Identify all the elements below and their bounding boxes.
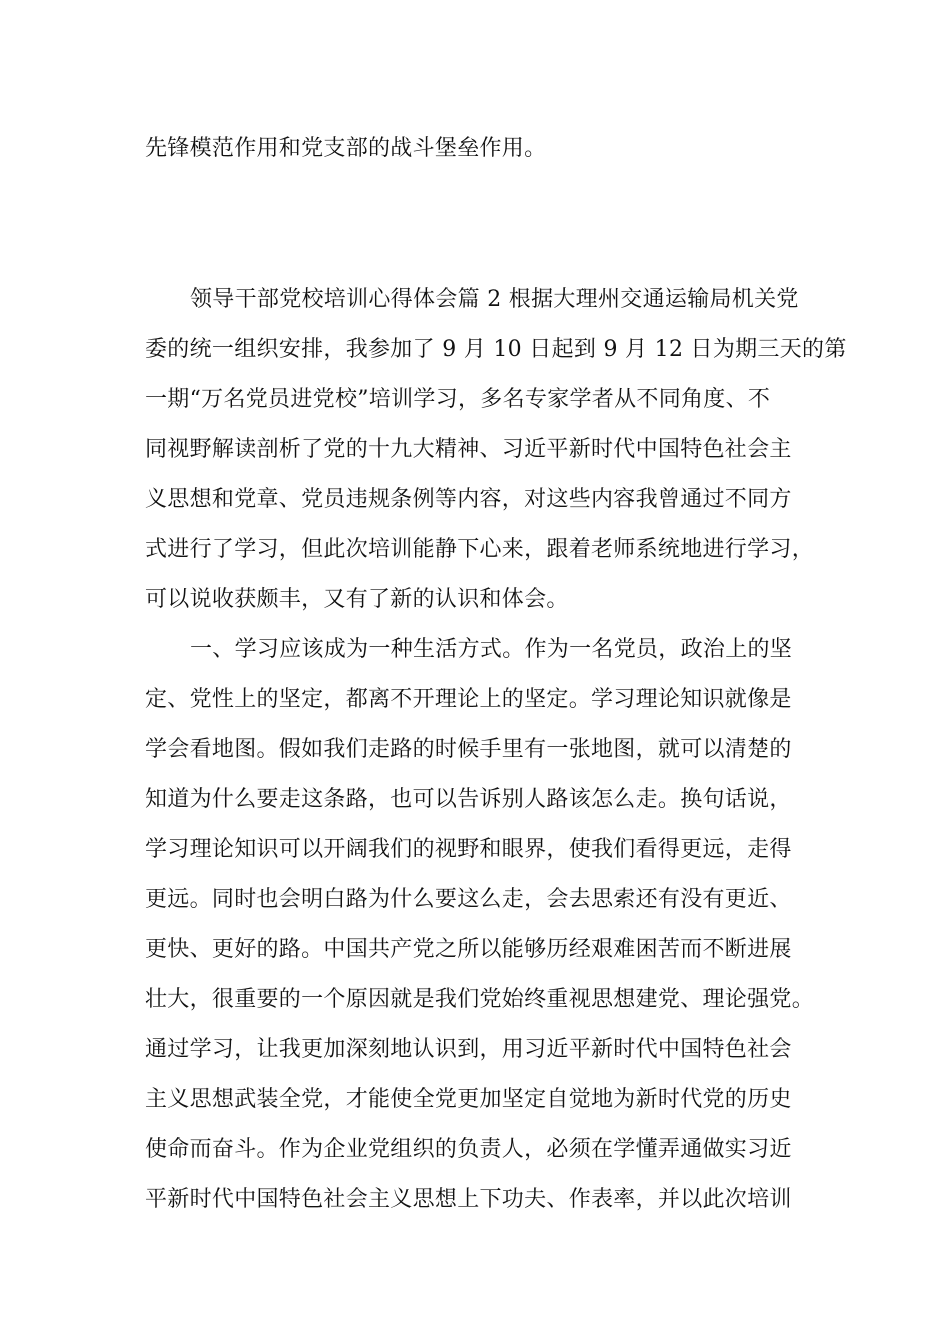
text-line: 定、党性上的坚定，都离不开理论上的坚定。学习理论知识就像是 xyxy=(145,687,792,712)
text-line: 主义思想武装全党，才能使全党更加坚定自觉地为新时代党的历史 xyxy=(145,1087,792,1112)
text-line: 先锋模范作用和党支部的战斗堡垒作用。 xyxy=(145,136,547,161)
text-line: 更远。同时也会明白路为什么要这么走，会去思索还有没有更近、 xyxy=(145,887,792,912)
text-line: 一、学习应该成为一种生活方式。作为一名党员，政治上的坚 xyxy=(190,637,793,662)
text-line: 学会看地图。假如我们走路的时候手里有一张地图，就可以清楚的 xyxy=(145,737,792,762)
text-line: 知道为什么要走这条路，也可以告诉别人路该怎么走。换句话说， xyxy=(145,787,792,812)
text-line: 同视野解读剖析了党的十九大精神、习近平新时代中国特色社会主 xyxy=(145,437,792,462)
text-line: 平新时代中国特色社会主义思想上下功夫、作表率，并以此次培训 xyxy=(145,1187,792,1212)
text-line: 式进行了学习，但此次培训能静下心来，跟着老师系统地进行学习， xyxy=(145,537,815,562)
text-line: 壮大，很重要的一个原因就是我们党始终重视思想建党、理论强党。 xyxy=(145,987,815,1012)
text-line: 委的统一组织安排，我参加了 9 月 10 日起到 9 月 12 日为期三天的第 xyxy=(145,337,847,362)
text-line: 使命而奋斗。作为企业党组织的负责人，必须在学懂弄通做实习近 xyxy=(145,1137,792,1162)
text-line: 义思想和党章、党员违规条例等内容，对这些内容我曾通过不同方 xyxy=(145,487,792,512)
text-line: 通过学习，让我更加深刻地认识到，用习近平新时代中国特色社会 xyxy=(145,1037,792,1062)
text-line: 一期“万名党员进党校”培训学习，多名专家学者从不同角度、不 xyxy=(145,387,771,412)
text-line: 更快、更好的路。中国共产党之所以能够历经艰难困苦而不断进展 xyxy=(145,937,792,962)
text-line: 学习理论知识可以开阔我们的视野和眼界，使我们看得更远，走得 xyxy=(145,837,792,862)
text-line: 可以说收获颇丰，又有了新的认识和体会。 xyxy=(145,587,569,612)
text-line: 领导干部党校培训心得体会篇 2 根据大理州交通运输局机关党 xyxy=(190,287,799,312)
